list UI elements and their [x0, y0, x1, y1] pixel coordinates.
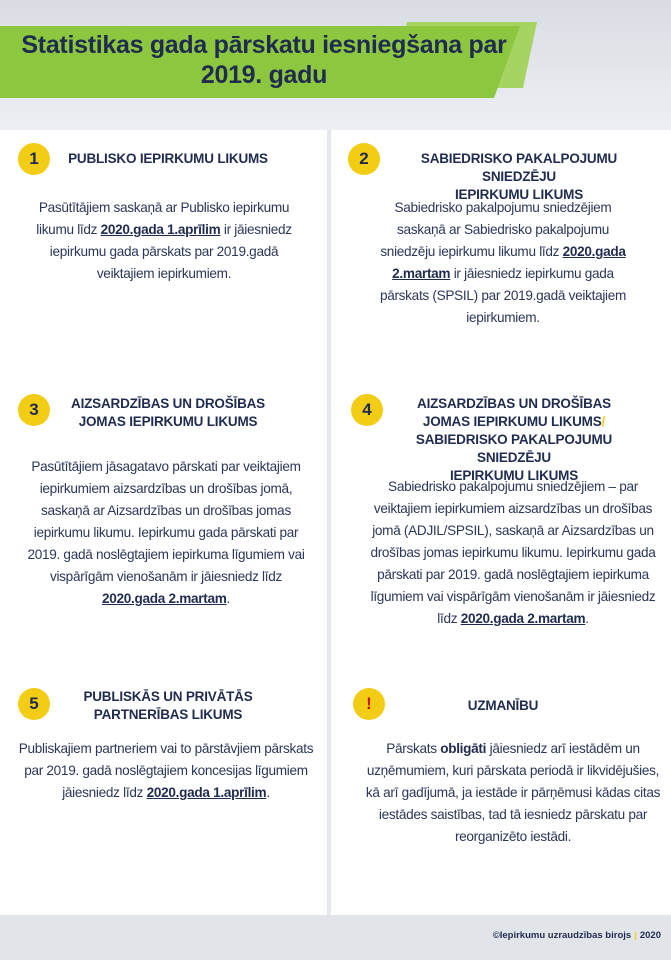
section-title: PUBLISKĀS UN PRIVĀTĀS PARTNERĪBAS LIKUMS	[83, 689, 253, 722]
section-number-badge: 3	[18, 394, 50, 426]
column-divider	[327, 130, 331, 915]
footer-credit: ©Iepirkumu uzraudzības birojs | 2020	[492, 930, 661, 941]
emphasis-text: obligāti	[440, 741, 487, 756]
section-body: Pasūtītājiem jāsagatavo pārskati par veiktajiem iepirkumiem aizsardzības un drošības jomā, saskaņā ar Aizsardzības un drošības jomas iepirkumu likumu. Iepirkumu gada pārskati par 2019. gadā noslēgtajiem iepirkuma līgumiem vai vispārīgām vienošanām ir jāiesniedz līdz 2020.gada 2.martam.	[27, 459, 305, 606]
section-number-badge: 2	[348, 143, 380, 175]
page-title: Statistikas gada pārskatu iesniegšana par 2019. gadu	[21, 31, 507, 89]
deadline-highlight: 2020.gada 2.martam	[392, 244, 626, 281]
section-title: AIZSARDZĪBAS UN DROŠĪBAS JOMAS IEPIRKUMU LIKUMS/ SABIEDRISKO PAKALPOJUMU SNIEDZĒJU IEPIRKUMU LIKUMS	[415, 396, 613, 483]
deadline-highlight: 2020.gada 1.aprīlim	[146, 785, 267, 800]
deadline-highlight: 2020.gada 1.aprīlim	[100, 222, 221, 237]
section-title: AIZSARDZĪBAS UN DROŠĪBAS JOMAS IEPIRKUMU LIKUMS	[71, 396, 265, 429]
section-body: Sabiedrisko pakalpojumu sniedzējiem – par veiktajiem iepirkumiem aizsardzības un drošības jomā (ADJIL/SPSIL), saskaņā ar Aizsardzības un drošības jomas iepirkumu likumu. Iepirkumu gada pārskati par 2019. gadā noslēgtajiem iepirkuma līgumiem vai vispārīgām vienošanām ir jāiesniedz līdz 2020.gada 2.martam.	[370, 479, 656, 626]
section-body: Pārskats obligāti jāiesniedz arī iestādēm un uzņēmumiem, kuri pārskata periodā ir likvidējušies, kā arī gadījumā, ja iestāde ir pārņēmusi kādas citas iestādes saistības, tad tā iesniedz pārskatu par reorganizēto iestādi.	[365, 741, 661, 844]
warning-exclamation-icon: !	[353, 688, 385, 720]
section-number-badge: 1	[18, 143, 50, 175]
section-body: Sabiedrisko pakalpojumu sniedzējiem saskaņā ar Sabiedrisko pakalpojumu sniedzēju iepirkumu likumu līdz 2020.gada 2.martam ir jāiesniedz iepirkumu gada pārskats (SPSIL) par 2019.gadā veiktajiem iepirkumiem.	[379, 200, 627, 325]
section-title: UZMANĪBU	[467, 698, 539, 713]
section-body: Pasūtītājiem saskaņā ar Publisko iepirkumu likumu līdz 2020.gada 1.aprīlim ir jāiesniedz iepirkumu gada pārskats par 2019.gadā veiktajiem iepirkumiem.	[36, 200, 292, 281]
section-body: Publiskajiem partneriem vai to pārstāvjiem pārskats par 2019. gadā noslēgtajiem koncesijas līgumiem jāiesniedz līdz 2020.gada 1.aprīlim.	[18, 741, 314, 800]
deadline-highlight: 2020.gada 2.martam	[101, 591, 227, 606]
section-title: SABIEDRISKO PAKALPOJUMU SNIEDZĒJU IEPIRKUMU LIKUMS	[420, 151, 618, 202]
section-title: PUBLISKO IEPIRKUMU LIKUMS	[68, 151, 268, 166]
section-number-badge: 4	[351, 394, 383, 426]
deadline-highlight: 2020.gada 2.martam	[460, 611, 586, 626]
section-number-badge: 5	[18, 688, 50, 720]
